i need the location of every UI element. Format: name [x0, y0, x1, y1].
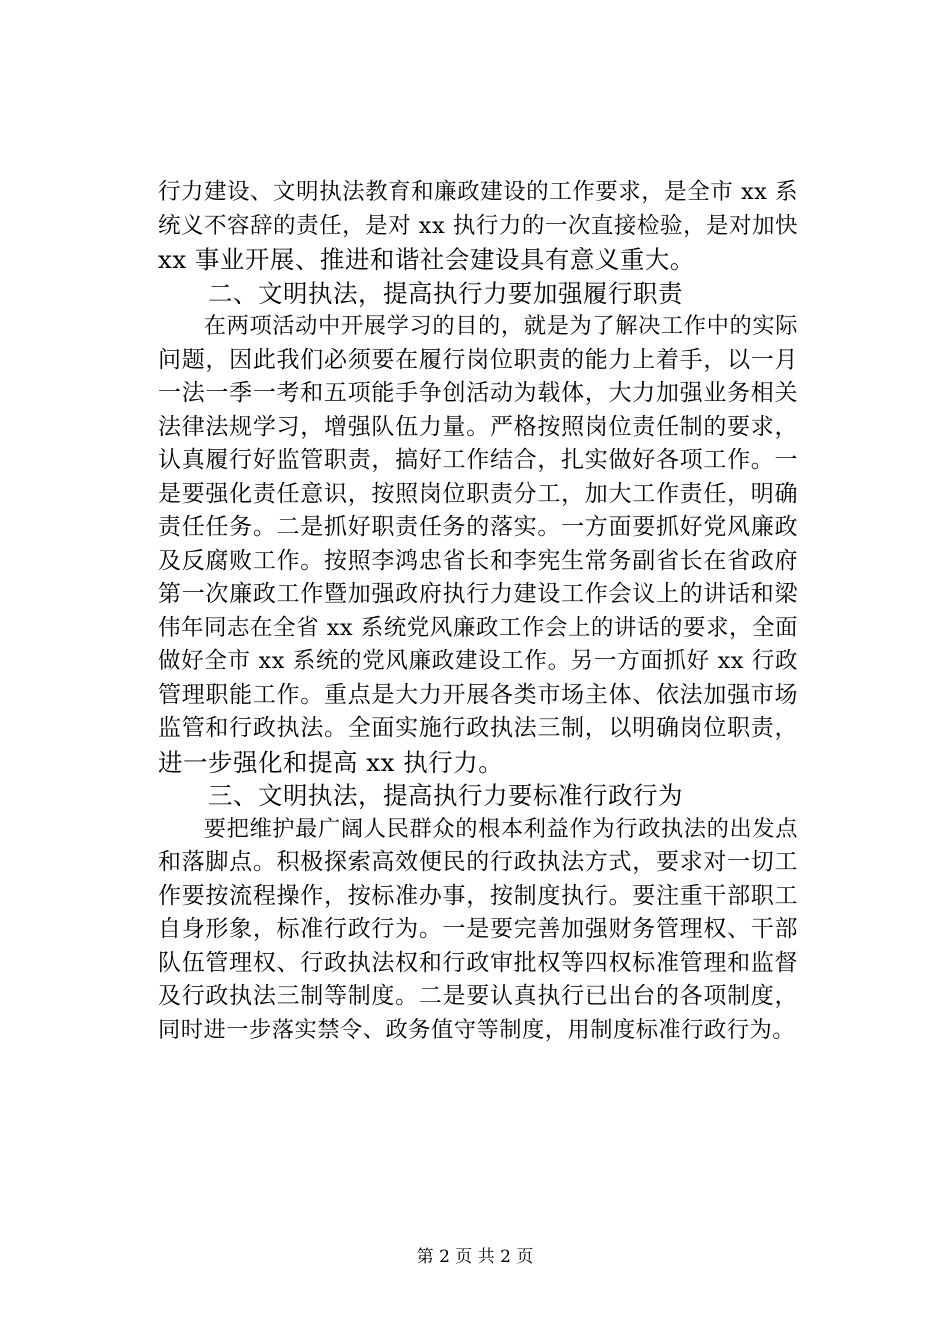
text-line: 在两项活动中开展学习的目的，就是为了解决工作中的实际 [158, 313, 798, 339]
text-line: 队伍管理权、行政执法权和行政审批权等四权标准管理和监督 [158, 949, 798, 976]
text-line: 要把维护最广阔人民群众的根本利益作为行政执法的出发点 [158, 815, 798, 842]
text-line: 及反腐败工作。按照李鸿忠省长和李宪生常务副省长在省政府 [158, 547, 798, 574]
text-line: 责任任务。二是抓好职责任务的落实。一方面要抓好党风廉政 [158, 514, 798, 540]
text-line: 行力建设、文明执法教育和廉政建设的工作要求，是全市 xx 系 [158, 179, 798, 205]
page-number-footer: 第 2 页 共 2 页 [416, 1247, 534, 1267]
section-heading-3: 三、文明执法，提高执行力要标准行政行为 [158, 781, 683, 810]
text-line: 认真履行好监管职责，搞好工作结合，扎实做好各项工作。一 [158, 447, 798, 473]
text-line: 是要强化责任意识，按照岗位职责分工，加大工作责任，明确 [158, 480, 798, 507]
text-line: 及行政执法三制等制度。二是要认真执行已出台的各项制度， [158, 983, 798, 1009]
paragraph-end-line: 进一步强化和提高 xx 执行力。 [158, 747, 504, 777]
paragraph-end-line: xx 事业开展、推进和谐社会建设具有意义重大。 [158, 245, 695, 274]
section-heading-2: 二、文明执法，提高执行力要加强履行职责 [158, 278, 683, 308]
text-line: 伟年同志在全省 xx 系统党风廉政工作会上的讲话的要求，全面 [158, 614, 798, 641]
text-line: 和落脚点。积极探索高效便民的行政执法方式，要求对一切工 [158, 849, 798, 875]
document-body [158, 176, 798, 1047]
text-line: 自身形象，标准行政行为。一是要完善加强财务管理权、干部 [158, 916, 798, 942]
paragraph-end-line: 同时进一步落实禁令、政务值守等制度，用制度标准行政行为。 [158, 1016, 795, 1043]
text-line: 监管和行政执法。全面实施行政执法三制，以明确岗位职责， [158, 715, 798, 741]
text-line: 做好全市 xx 系统的党风廉政建设工作。另一方面抓好 xx 行政 [158, 648, 798, 674]
text-line: 统义不容辞的责任，是对 xx 执行力的一次直接检验，是对加快 [158, 212, 798, 239]
text-line: 法律法规学习，增强队伍力量。严格按照岗位责任制的要求， [158, 413, 798, 440]
text-line: 第一次廉政工作暨加强政府执行力建设工作会议上的讲话和梁 [158, 581, 798, 607]
text-line: 作要按流程操作，按标准办事，按制度执行。要注重干部职工 [158, 882, 798, 909]
text-line: 管理职能工作。重点是大力开展各类市场主体、依法加强市场 [158, 681, 798, 708]
text-line: 问题，因此我们必须要在履行岗位职责的能力上着手，以一月 [158, 346, 798, 373]
text-line: 一法一季一考和五项能手争创活动为载体，大力加强业务相关 [158, 380, 798, 406]
